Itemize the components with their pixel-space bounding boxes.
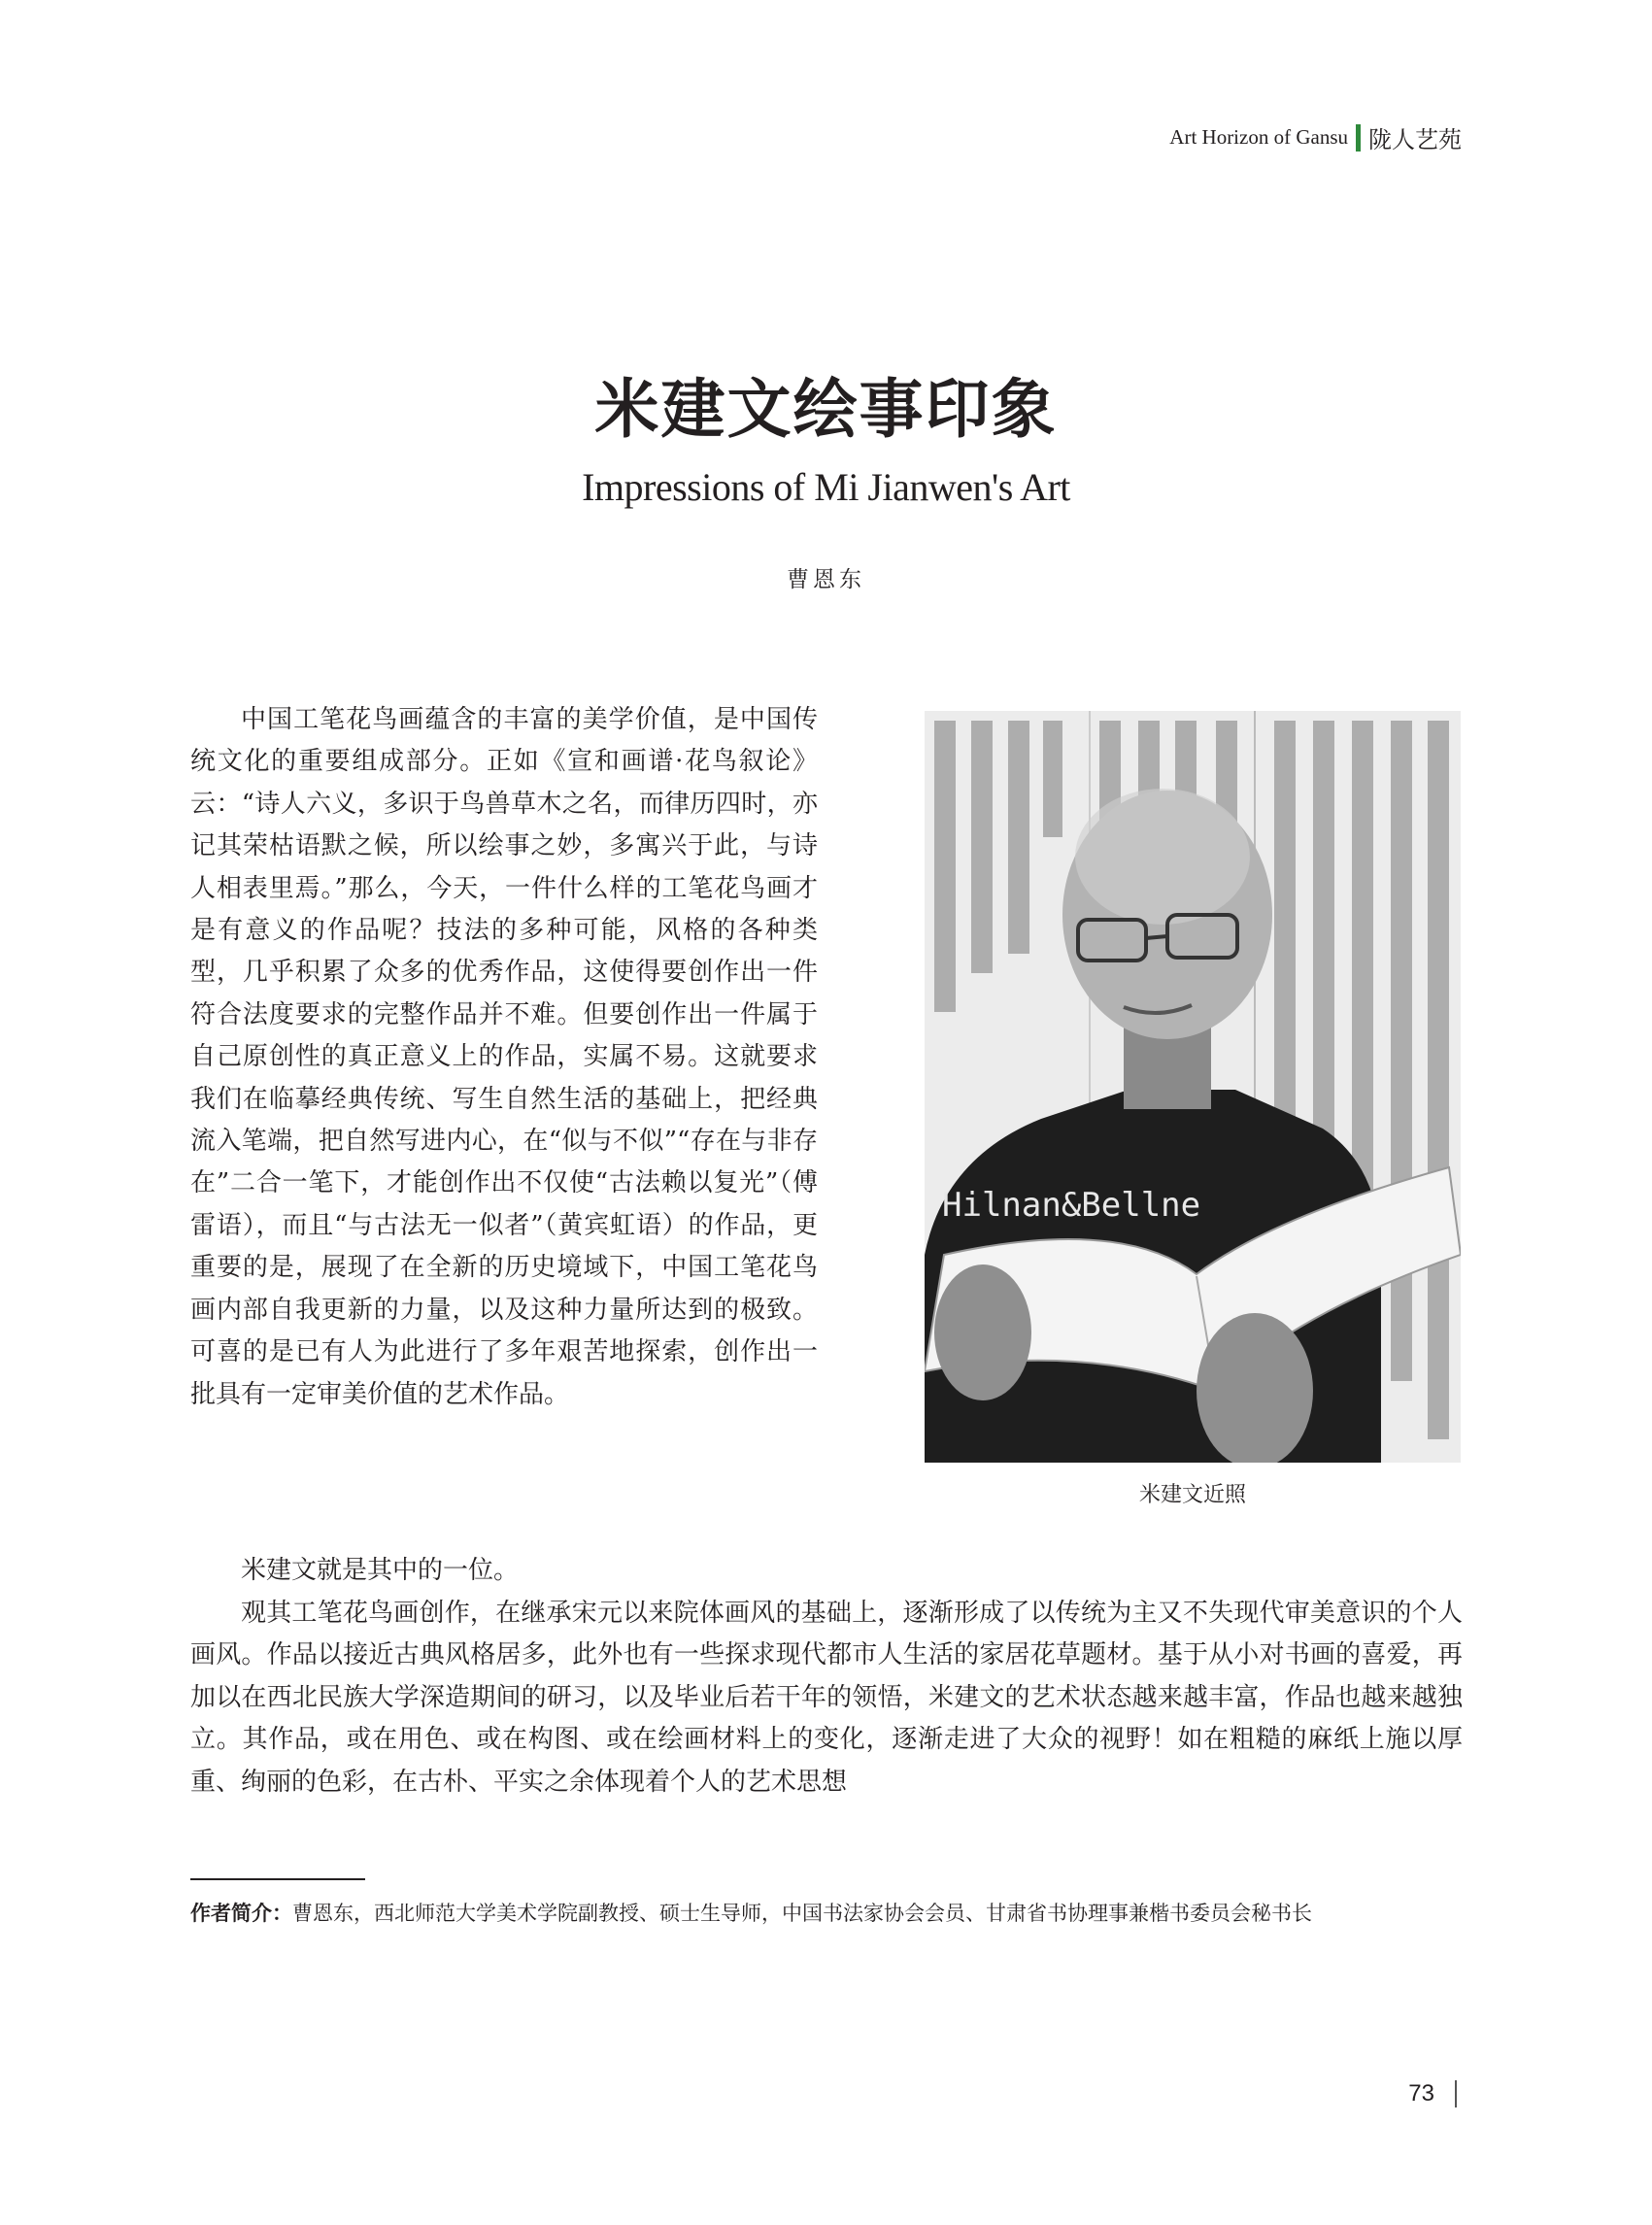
article-author: 曹恩东 xyxy=(787,567,865,592)
article-subtitle: Impressions of Mi Jianwen's Art xyxy=(582,465,1070,509)
footnote-rule xyxy=(190,1878,365,1880)
footnote-text: 曹恩东，西北师范大学美术学院副教授、硕士生导师，中国书法家协会会员、甘肃省书协理事兼楷书委员会秘书长 xyxy=(292,1902,1312,1925)
portrait-illustration xyxy=(925,711,1461,1463)
journal-name-en: Art Horizon of Gansu xyxy=(1169,125,1348,149)
body-full-width xyxy=(190,1550,1463,1804)
running-header xyxy=(1169,120,1462,154)
paragraph-2: 米建文就是其中的一位。 xyxy=(241,1556,520,1585)
shirt-text: Hilnan&Bellne xyxy=(942,1186,1201,1225)
author-photo xyxy=(925,711,1461,1463)
body-column-left xyxy=(190,699,818,1416)
page-number: 73 xyxy=(1408,2080,1434,2107)
paragraph-intro: 中国工笔花鸟画蕴含的丰富的美学价值，是中国传统文化的重要组成部分。正如《宣和画谱·花鸟叙论》云：“诗人六义，多识于鸟兽草木之名，而律历四时，亦记其荣枯语默之候，所以绘事之妙，多寓兴于此，与诗人相表里焉。”那么，今天，一件什么样的工笔花鸟画才是有意义的作品呢？技法的多种可能，风格的各种类型，几乎积累了众多的优秀作品，这使得要创作出一件符合法度要求的完整作品并不难。但要创作出一件属于自己原创性的真正意义上的作品，实属不易。这就要求我们在临摹经典传统、写生自然生活的基础上，把经典流入笔端，把自然写进内心，在“似与不似”“存在与非存在”二合一笔下，才能创作出不仅使“古法赖以复光”（傅雷语），而且“与古法无一似者”（黄宾虹语）的作品，更重要的是，展现了在全新的历史境域下，中国工笔花鸟画内部自我更新的力量，以及这种力量所达到的极致。可喜的是已有人为此进行了多年艰苦地探索，创作出一批具有一定审美价值的艺术作品。 xyxy=(190,705,818,1409)
article-title: 米建文绘事印象 xyxy=(594,372,1058,447)
photo-caption: 米建文近照 xyxy=(1138,1483,1246,1507)
footnote-label: 作者简介： xyxy=(190,1902,292,1925)
author-footnote xyxy=(190,1896,1463,1931)
paragraph-3: 观其工笔花鸟画创作，在继承宋元以来院体画风的基础上，逐渐形成了以传统为主又不失现代审美意识的个人画风。作品以接近古典风格居多，此外也有一些探求现代都市人生活的家居花草题材。基于从小对书画的喜爱，再加以在西北民族大学深造期间的研习，以及毕业后若干年的领悟，米建文的艺术状态越来越丰富，作品也越来越独立。其作品，或在用色、或在构图、或在绘画材料上的变化，逐渐走进了大众的视野！如在粗糙的麻纸上施以厚重、绚丽的色彩，在古朴、平实之余体现着个人的艺术思想 xyxy=(190,1598,1463,1797)
page-number-bar xyxy=(1455,2080,1457,2107)
header-accent-bar xyxy=(1356,124,1361,152)
column-name-cn: 陇人艺苑 xyxy=(1368,126,1462,153)
